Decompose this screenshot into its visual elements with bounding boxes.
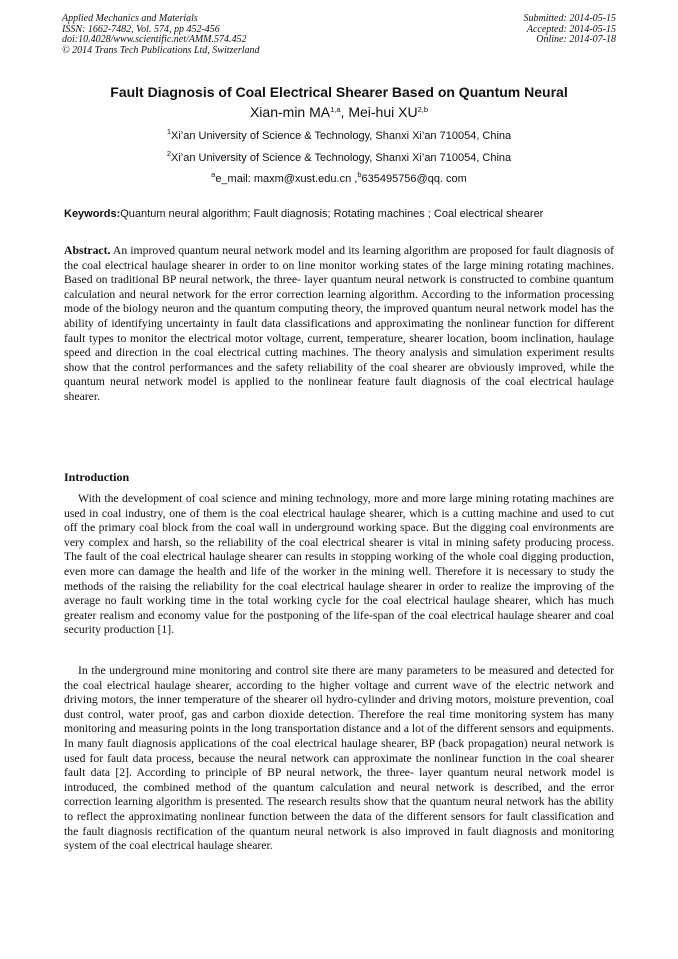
journal-info <box>62 14 260 56</box>
abstract-text: An improved quantum neural network model and its learning algorithm are proposed for fault diagnosis of the coal electrical haulage shearer in order to on line monitor working states of the large mining rotating machines. Based on traditional BP neural network, the three- layer quantum neural network is constructed to combine quantum calculation and neural network for the error correction learning algorithm. According to the information processing mode of the biology neuron and the quantum computing theory, the improved quantum neural network model has the ability of identifying uncertainty in fault data classifications and approximating the nonlinear function for different fault types to monitor the electrical motor voltage, current, temperature, shearer location, boom inclination, haulage speed and direction in the coal electrical cutting machines. The theory analysis and simulation experiment results show that the control performances and the safety reliability of the coal shearer are obviously improved, while the quantum neural network model is applied to the nonlinear feature fault diagnosis of the coal electrical haulage shearer. <box>64 244 614 403</box>
author-1-sup: 1,a <box>330 105 341 114</box>
keywords-label: Keywords: <box>64 208 121 220</box>
email-b: 635495756@qq. com <box>361 173 467 185</box>
online-date: Online: 2014-07-18 <box>536 34 616 45</box>
introduction-paragraph-2: In the underground mine monitoring and control site there are many parameters to be measured and detected for the coal electrical haulage shearer, according to the higher voltage and current wave of the electric network and driving motors, the inner temperature of the shearer oil hydro-cylinder and driving motors, moisture prevention, coal dust control, water proof, gas and carbon dioxide detection. Therefore the real time monitoring system has many monitoring and measuring points in the long transportation distance and a lot of the different sensors and equipments. In many fault diagnosis applications of the coal electrical haulage shearer, BP (back propagation) neural network is used for fault data process, because the neural network can approximate the nonlinear function in the coal shearer fault data [2]. According to principle of BP neural network, the three- layer quantum neural network model is introduced, the combined method of the quantum calculation and neural network is described, and the error correction learning algorithm is presented. The research results show that the quantum neural network has the ability to reflect the approximating nonlinear function between the data of the different sensors for fault classification and the fault diagnosis rectification of the quantum neural network is also improved in fault diagnosis and monitoring system of the coal electrical haulage shearer. <box>64 664 614 853</box>
abstract-label: Abstract. <box>64 244 111 257</box>
paper-title: Fault Diagnosis of Coal Electrical Shearer Based on Quantum Neural <box>110 84 568 100</box>
introduction-paragraph-1: With the development of coal science and mining technology, more and more large mining rotating machines are used in coal industry, one of them is the coal electrical haulage shearer, which is a cutting machine and used to cut off the primary coal block from the coal wall in underground working space. But the digging coal environments are very complex and harsh, so the reliability of the coal electrical shearer is vital in mining safety producing process. The fault of the coal electrical haulage shearer can results in stopping working of the whole coal digging production, even more can damage the health and life of the worker in the mining well. Therefore it is necessary to study the methods of the raising the reliability for the coal electrical haulage shearer in order to realize the improving of the average no fault working time in the total working cycle for the coal electrical haulage shearer, which has much greater realism and economy value for the postponing of the life-span of the coal electrical haulage shearer and coal security production [1]. <box>64 492 614 637</box>
email-a: e_mail: maxm@xust.edu.cn , <box>215 173 358 185</box>
email-a-sup: a <box>211 170 216 179</box>
affiliation-2-text: Xi’an University of Science & Technology, Shanxi Xi’an 710054, China <box>170 152 512 164</box>
abstract <box>64 244 614 405</box>
keywords <box>64 208 618 220</box>
accepted-date: Accepted: 2014-05-15 <box>526 23 616 35</box>
keywords-text: Quantum neural algorithm; Fault diagnosis; Rotating machines ; Coal electrical shearer <box>120 208 544 220</box>
author-1: Xian-min MA <box>249 104 331 120</box>
affiliation-1-sup: 1 <box>166 127 171 136</box>
affiliation-1 <box>30 127 648 142</box>
author-2: Mei-hui XU <box>348 104 418 120</box>
introduction-heading: Introduction <box>64 470 130 484</box>
journal-name: Applied Mechanics and Materials <box>62 13 198 24</box>
affiliation-2-sup: 2 <box>166 149 171 158</box>
issn-line: ISSN: 1662-7482, Vol. 574, pp 452-456 <box>62 23 220 35</box>
submitted-date: Submitted: 2014-05-15 <box>523 13 616 24</box>
email-line <box>30 170 648 185</box>
copyright-line: © 2014 Trans Tech Publications Ltd, Switzerland <box>62 44 260 56</box>
email-b-sup: b <box>357 170 362 179</box>
author-line <box>30 104 648 120</box>
author-separator: , <box>340 104 349 120</box>
submission-dates <box>524 14 617 46</box>
author-2-sup: 2,b <box>417 105 429 114</box>
affiliation-2 <box>30 149 648 164</box>
doi-line: doi:10.4028/www.scientific.net/AMM.574.452 <box>62 34 247 45</box>
affiliation-1-text: Xi’an University of Science & Technology, Shanxi Xi’an 710054, China <box>170 130 512 142</box>
